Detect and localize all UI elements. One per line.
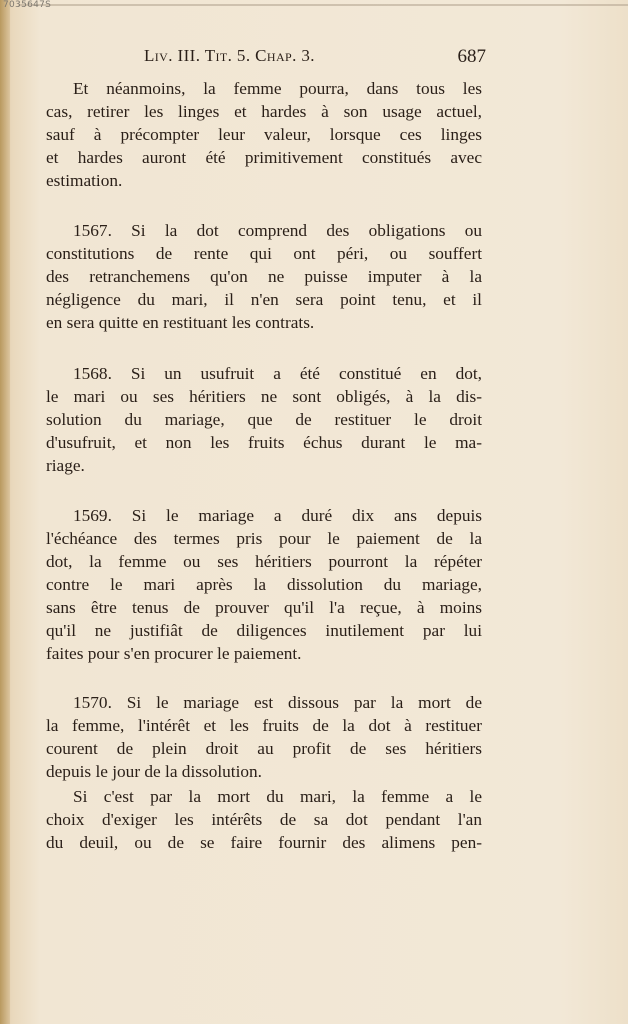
text-line: cas, retirer les linges et hardes à son usage actuel, (46, 102, 482, 121)
page-binding-edge (0, 0, 10, 1024)
running-head-title: Liv. III. Tit. 5. Chap. 3. (144, 46, 315, 65)
text-line: choix d'exiger les intérêts de sa dot pendant l'an (46, 810, 482, 829)
text-line: Si c'est par la mort du mari, la femme a le (73, 787, 482, 806)
text-line: sauf à précompter leur valeur, lorsque ces linges (46, 125, 482, 144)
text-line: 1568. Si un usufruit a été constitué en dot, (73, 364, 482, 383)
article-1569 (46, 504, 482, 665)
text-line: riage. (46, 456, 85, 475)
text-line: contre le mari après la dissolution du mariage, (46, 575, 482, 594)
paragraph-intro (46, 77, 482, 192)
running-head (46, 46, 486, 70)
article-1568 (46, 362, 482, 477)
text-line: depuis le jour de la dissolution. (46, 762, 262, 781)
text-line: du deuil, ou de se faire fournir des alimens pen- (46, 833, 482, 852)
text-line: 1569. Si le mariage a duré dix ans depuis (73, 506, 482, 525)
article-1570-continued (46, 785, 482, 854)
text-line: le mari ou ses héritiers ne sont obligés, à la dis- (46, 387, 482, 406)
text-line: qu'il ne justifiât de diligences inutilement par lui (46, 621, 482, 640)
text-line: 1570. Si le mariage est dissous par la mort de (73, 693, 482, 712)
text-line: faites pour s'en procurer le paiement. (46, 644, 302, 663)
text-line: courent de plein droit au profit de ses héritiers (46, 739, 482, 758)
text-line: l'échéance des termes pris pour le paiement de la (46, 529, 482, 548)
scan-stamp: 7035647S (3, 0, 52, 10)
text-line: d'usufruit, et non les fruits échus durant le ma- (46, 433, 482, 452)
top-edge-line (18, 4, 628, 6)
text-line: des retranchemens qu'on ne puisse imputer à la (46, 267, 482, 286)
text-line: estimation. (46, 171, 123, 190)
article-1567 (46, 219, 482, 334)
text-line: sans être tenus de prouver qu'il l'a reçue, à moins (46, 598, 482, 617)
text-line: 1567. Si la dot comprend des obligations ou (73, 221, 482, 240)
text-line: la femme, l'intérêt et les fruits de la dot à restituer (46, 716, 482, 735)
text-line: dot, la femme ou ses héritiers pourront la répéter (46, 552, 482, 571)
text-line: solution du mariage, que de restituer le droit (46, 410, 482, 429)
text-line: et hardes auront été primitivement constitués avec (46, 148, 482, 167)
text-line: constitutions de rente qui ont péri, ou souffert (46, 244, 482, 263)
page-number: 687 (457, 46, 486, 67)
article-1570 (46, 691, 482, 783)
text-line: négligence du mari, il n'en sera point tenu, et il (46, 290, 482, 309)
text-line: en sera quitte en restituant les contrats. (46, 313, 315, 332)
text-line: Et néanmoins, la femme pourra, dans tous les (73, 79, 482, 98)
